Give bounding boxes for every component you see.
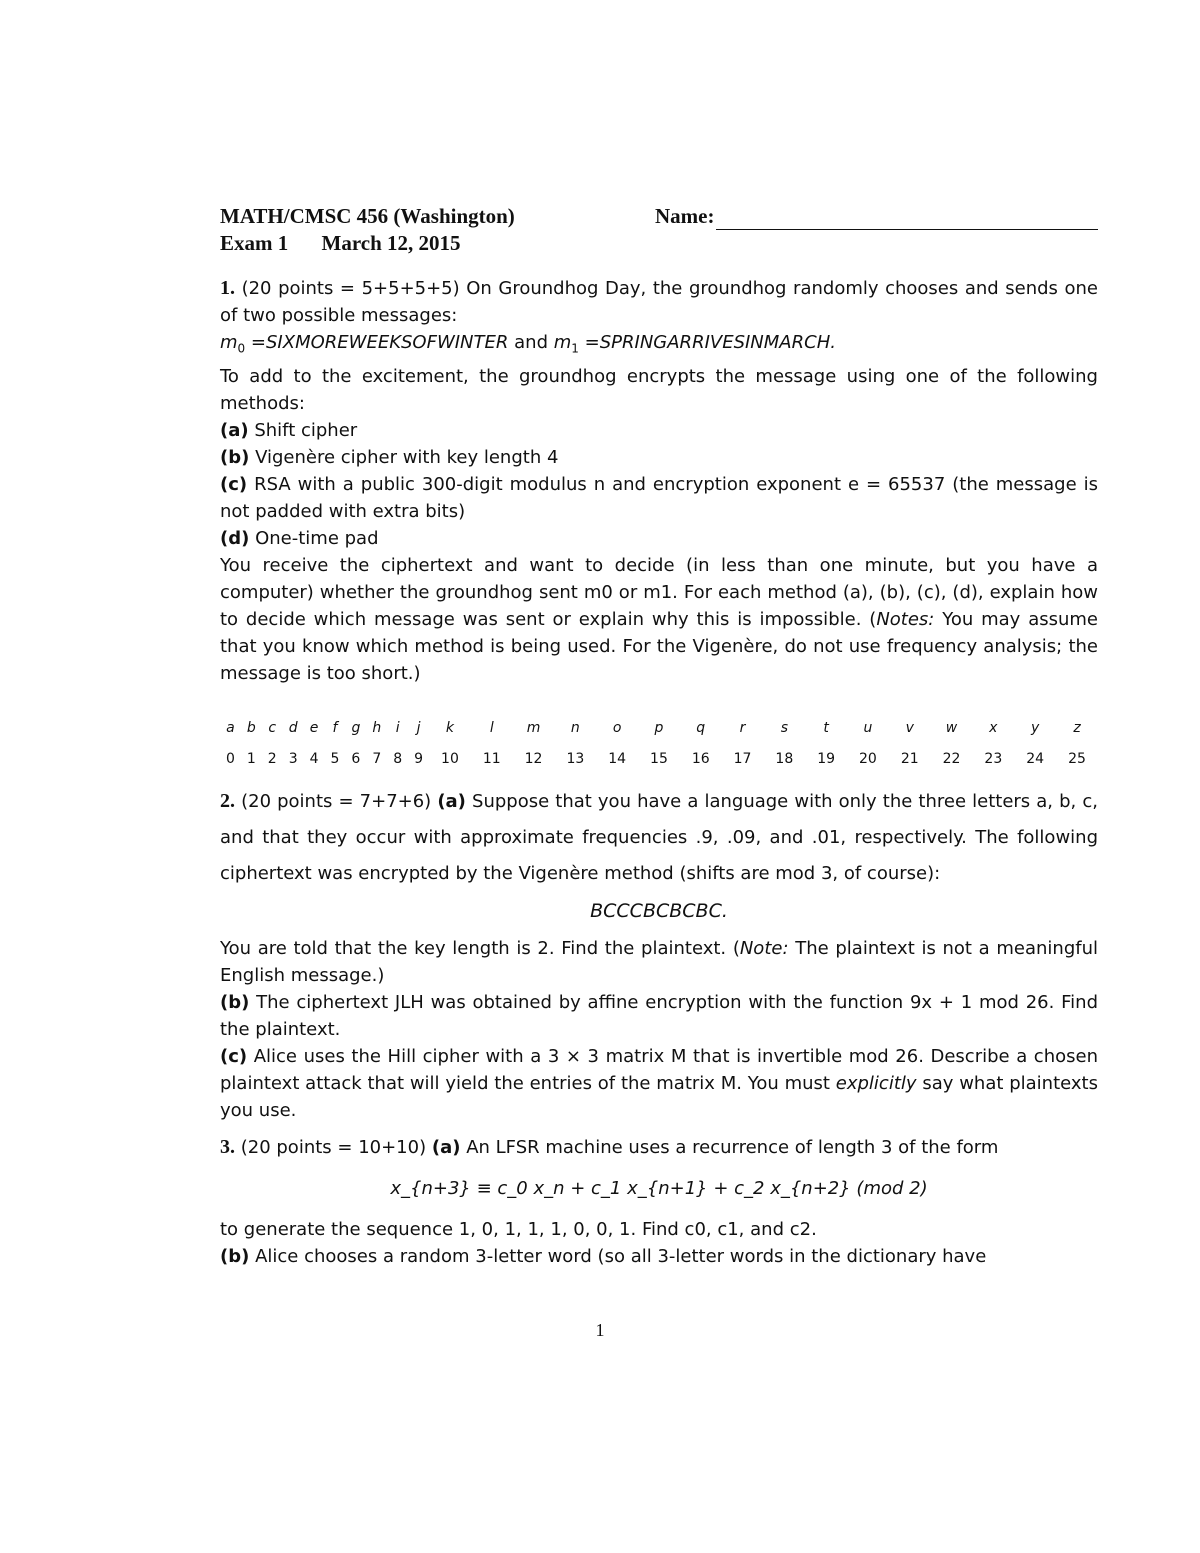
alphabet-letter: i: [395, 719, 400, 736]
q2-part-a: [220, 783, 1098, 892]
q1-c-text: RSA with a public 300-digit modulus n and encryption exponent e = 65537 (the message is not padded with extra bits): [220, 473, 1098, 522]
q2-part-a-2: [220, 935, 1098, 989]
q1-c-label: (c): [220, 473, 248, 495]
alphabet-number: 2: [267, 750, 277, 767]
q2-a-label: (a): [437, 790, 466, 812]
alphabet-number: 19: [817, 750, 836, 767]
alphabet-letter: d: [288, 719, 298, 736]
q2-b-text: The ciphertext JLH was obtained by affine encryption with the function 9x + 1 mod 26. Find the plaintext.: [220, 991, 1098, 1040]
q1-number: 1.: [220, 277, 235, 299]
alphabet-number: 7: [372, 750, 382, 767]
exam-title: Exam 1: [220, 231, 289, 255]
q2-a-text: Suppose that you have a language with only the three letters a, b, c, and that they occur with approximate frequencies .9, .09, and .01, respectively. The following ciphertext was encrypted by the Vigenère method (shifts are mod 3, of course):: [220, 790, 1098, 884]
q1-part-a: [220, 417, 1098, 444]
alphabet-letter: j: [416, 719, 421, 736]
q1-notes-text: You may assume that you know which method is being used. For the Vigenère, do not use frequency analysis; the message is too short.): [220, 608, 1098, 684]
m1-sub: 1: [571, 341, 579, 356]
alphabet-number: 11: [482, 750, 501, 767]
q3-part-a: [220, 1134, 1098, 1161]
q2-c-explicit: explicitly: [835, 1072, 917, 1094]
alphabet-letters-row: [220, 713, 1098, 744]
alphabet-letter: o: [612, 719, 622, 736]
q1-a-text: Shift cipher: [254, 419, 358, 441]
alphabet-letter: s: [780, 719, 788, 736]
alphabet-numbers-row: [220, 744, 1098, 775]
alphabet-number: 12: [524, 750, 543, 767]
q3-a-text: An LFSR machine uses a recurrence of length 3 of the form: [466, 1136, 999, 1158]
q1-intro: [220, 275, 1098, 329]
alphabet-letter: m: [526, 719, 541, 736]
q2-c-label: (c): [220, 1045, 248, 1067]
alphabet-letter: b: [246, 719, 256, 736]
q3-b-text: Alice chooses a random 3-letter word (so all 3-letter words in the dictionary have: [255, 1245, 987, 1267]
q1-line1: (20 points = 5+5+5+5) On Groundhog Day, the groundhog randomly chooses and sends one of two possible messages:: [220, 278, 1098, 326]
course-title: MATH/CMSC 456 (Washington): [220, 204, 515, 228]
name-blank-line: [716, 203, 1098, 230]
exam-date: March 12, 2015: [321, 231, 461, 255]
alphabet-letter: p: [654, 719, 664, 736]
q3-number: 3.: [220, 1135, 235, 1158]
q3-a-label: (a): [431, 1136, 461, 1158]
alphabet-number: 25: [1068, 750, 1086, 767]
alphabet-letter: v: [905, 719, 914, 736]
q2-a-text2: You are told that the key length is 2. Find the plaintext. (: [220, 937, 740, 959]
alphabet-number: 13: [566, 750, 585, 767]
q2-part-c: [220, 1043, 1098, 1124]
alphabet-letter: n: [570, 719, 580, 736]
alphabet-letter: k: [445, 719, 455, 736]
question-1: [220, 275, 1098, 687]
alphabet-letter: q: [696, 719, 706, 736]
q2-b-label: (b): [220, 991, 250, 1013]
alphabet-letter: y: [1030, 719, 1040, 736]
q2-c-end: say what plaintexts you use.: [220, 1072, 1098, 1121]
q1-part-c: [220, 471, 1098, 525]
alphabet-letter: u: [863, 719, 873, 736]
alphabet-number: 5: [330, 750, 340, 767]
alphabet-number: 15: [650, 750, 668, 767]
alphabet-number: 4: [309, 750, 319, 767]
alphabet-number: 17: [733, 750, 752, 767]
m0-label: m: [220, 332, 238, 353]
alphabet-number: 8: [393, 750, 403, 767]
question-2: [220, 783, 1098, 1124]
alphabet-number: 6: [351, 750, 361, 767]
alphabet-letter: a: [226, 719, 235, 736]
alphabet-number: 16: [691, 750, 710, 767]
alphabet-number: 9: [414, 750, 424, 767]
alphabet-number: 0: [225, 750, 235, 767]
q1-b-label: (b): [220, 446, 250, 468]
alphabet-number: 20: [859, 750, 877, 767]
q1-d-text: One-time pad: [255, 527, 379, 549]
alphabet-letter: l: [489, 719, 494, 736]
q2-note-label: Note:: [739, 937, 789, 959]
alphabet-number: 14: [608, 750, 627, 767]
alphabet-letter: x: [989, 719, 998, 736]
and-word: and: [514, 332, 548, 353]
question-3: [220, 1134, 1098, 1270]
alphabet-number: 24: [1026, 750, 1045, 767]
alphabet-letter: g: [351, 719, 361, 736]
m0-sub: 0: [237, 341, 246, 356]
name-label: Name:: [655, 204, 715, 228]
q3-b-label: (b): [220, 1245, 250, 1267]
q1-body: You receive the ciphertext and want to decide (in less than one minute, but you have a computer) whether the groundhog sent m0 or m1. For each method (a), (b), (c), (d), explain how to decide which message was sent or explain why this is impossible. (Notes: You may assume that you know which method is being used. For the Vigenère, do not use frequency analysis; the message is too short.): [220, 554, 1098, 684]
exam-page: [220, 196, 1098, 1270]
q2-ciphertext: BCCCBCBCBC.: [590, 899, 728, 922]
q1-messages: [220, 329, 1098, 363]
alphabet-number: 22: [942, 750, 961, 767]
alphabet-number: 18: [775, 750, 794, 767]
q1-body-text: You receive the ciphertext and want to decide (in less than one minute, but you have a computer) whether the groundhog sent m0 or m1. For each method (a), (b), (c), (d), explain how to decide which message was sent or explain why this is impossible.: [220, 554, 1098, 630]
q3-after: to generate the sequence 1, 0, 1, 1, 1, 0, 0, 1. Find c0, c1, and c2.: [220, 1218, 817, 1240]
alphabet-letter: f: [332, 719, 338, 736]
q1-line2: To add to the excitement, the groundhog encrypts the message using one of the following methods:: [220, 365, 1098, 414]
exam-row: [220, 230, 1098, 257]
q3-part-b: [220, 1243, 1098, 1270]
m0-text: =SIXMOREWEEKSOFWINTER: [250, 332, 509, 353]
q2-note-text: The plaintext is not a meaningful English message.): [220, 937, 1098, 986]
alphabet-number: 23: [984, 750, 1003, 767]
alphabet-letter: r: [739, 719, 746, 736]
q3-equation: x_{n+3} ≡ c_0 x_n + c_1 x_{n+1} + c_2 x_{n+2} (mod 2): [390, 1177, 928, 1199]
q3-intro: (20 points = 10+10): [240, 1136, 427, 1158]
alphabet-number: 10: [441, 750, 459, 767]
alphabet-number: 21: [900, 750, 919, 767]
q1-part-b: [220, 444, 1098, 471]
page-number: 1: [595, 1320, 605, 1340]
alphabet-letter: z: [1073, 719, 1081, 736]
q1-d-label: (d): [220, 527, 250, 549]
alphabet-letter: c: [268, 719, 277, 736]
q2-intro: (20 points = 7+7+6): [241, 790, 432, 812]
alphabet-letter: h: [372, 719, 382, 736]
q1-a-label: (a): [220, 419, 249, 441]
q2-part-b: [220, 989, 1098, 1043]
alphabet-letter: w: [945, 719, 958, 736]
q2-c-text: Alice uses the Hill cipher with a 3 × 3 matrix M that is invertible mod 26. Describe a chosen plaintext attack that will yield the entries of the matrix M. You must: [220, 1045, 1098, 1094]
alphabet-number: 1: [246, 750, 256, 767]
alphabet-letter: e: [309, 719, 319, 736]
q1-b-text: Vigenère cipher with key length 4: [255, 446, 559, 468]
alphabet-table: [220, 713, 1098, 775]
m1-text: =SPRINGARRIVESINMARCH.: [584, 332, 836, 353]
q1-part-d: [220, 525, 1098, 552]
alphabet-letter: t: [823, 719, 829, 736]
header-row: [220, 196, 1098, 230]
m1-label: m: [553, 332, 572, 353]
q1-notes-label: Notes:: [876, 608, 935, 630]
alphabet-number: 3: [288, 750, 298, 767]
q2-number: 2.: [220, 789, 235, 812]
